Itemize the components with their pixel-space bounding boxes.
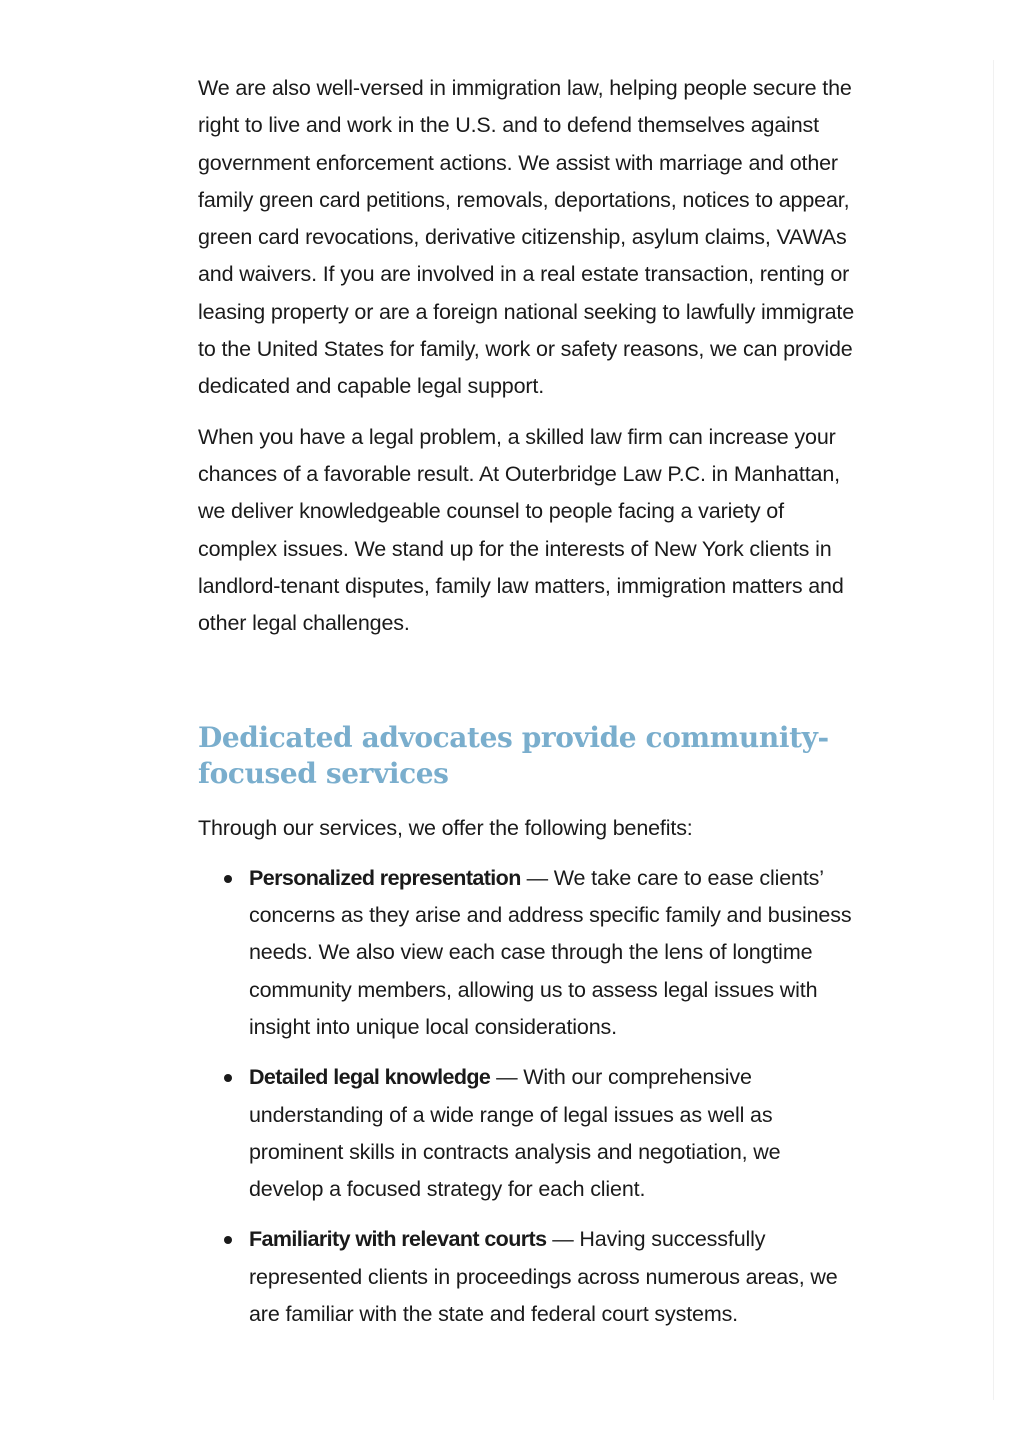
paragraph-immigration-law: We are also well-versed in immigration law, helping people secure the right to live and work in the U.S. and to defend themselves against government enforcement actions. We assist with marriage and other family green card petitions, removals, deportations, notices to appear, green card revocations, derivative citizenship, asylum claims, VAWAs and waivers. If you are involved in a real estate transaction, renting or leasing property or are a foreign national seeking to lawfully immigrate to the United States for family, work or safety reasons, we can provide dedicated and capable legal support.: [198, 76, 855, 399]
benefit-term: Personalized representation: [249, 865, 521, 890]
benefits-list: [198, 860, 858, 1334]
benefit-description: — We take care to ease clients’ concerns as they arise and address specific family and business needs. We also view each case through the lens of longtime community members, allowing us to assess legal issues with insight into unique local considerations.: [249, 865, 852, 1039]
benefit-term: Detailed legal knowledge: [249, 1065, 491, 1090]
list-item: [249, 860, 858, 1046]
main-content: [198, 70, 858, 1346]
bullet-icon: [224, 1236, 232, 1244]
benefit-description: — With our comprehensive understanding of a wide range of legal issues as well as prominent skills in contracts analysis and negotiation, we develop a focused strategy for each client.: [249, 1065, 781, 1202]
benefit-term: Familiarity with relevant courts: [249, 1227, 547, 1252]
list-item: [249, 1059, 858, 1208]
section-heading: Dedicated advocates provide community-focused services: [198, 721, 829, 791]
page-edge-divider: [993, 60, 994, 1400]
benefits-intro: Through our services, we offer the following benefits:: [198, 816, 693, 841]
list-item: [249, 1221, 858, 1333]
bullet-icon: [224, 1074, 232, 1082]
bullet-icon: [224, 875, 232, 883]
paragraph-legal-problem: When you have a legal problem, a skilled law firm can increase your chances of a favorable result. At Outerbridge Law P.C. in Manhattan, we deliver knowledgeable counsel to people facing a variety of complex issues. We stand up for the interests of New York clients in landlord-tenant disputes, family law matters, immigration matters and other legal challenges.: [198, 424, 844, 636]
benefit-description: — Having successfully represented clients in proceedings across numerous areas, we are familiar with the state and federal court systems.: [249, 1227, 838, 1327]
